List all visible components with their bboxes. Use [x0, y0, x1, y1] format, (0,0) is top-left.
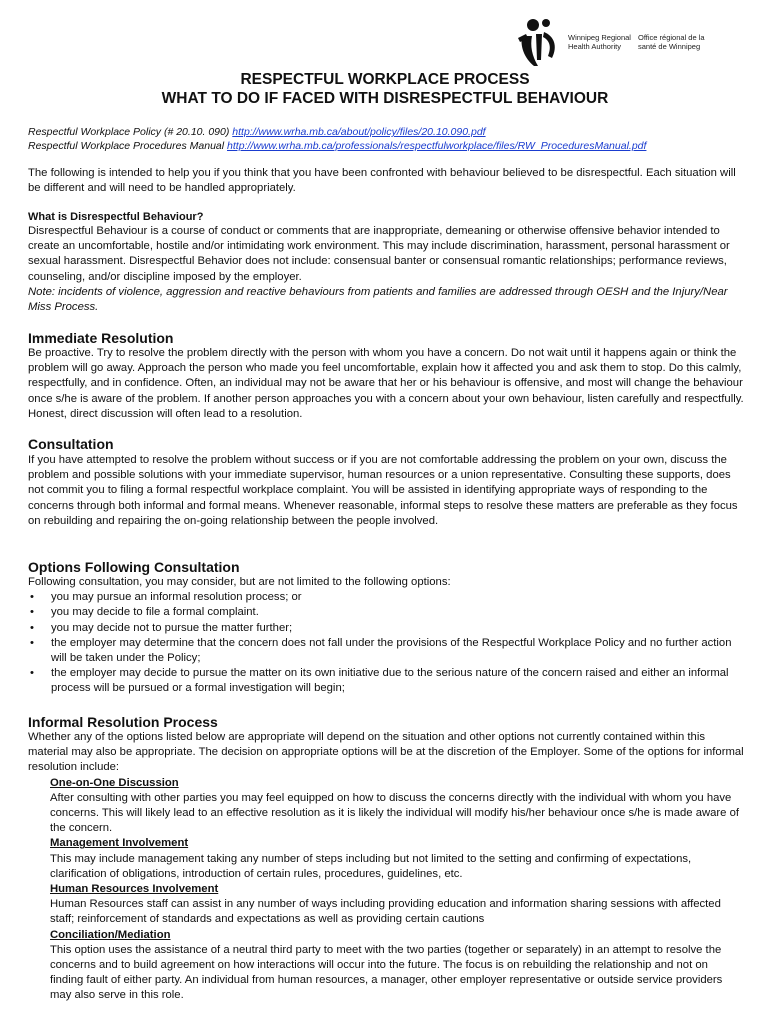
- informal-options: [50, 776, 744, 1004]
- sub-heading-management: Management Involvement: [50, 837, 189, 850]
- informal-heading: Informal Resolution Process: [28, 714, 218, 730]
- informal-lead: Whether any of the options listed below are appropriate will depend on the situation and other options not currently contained within this material may also be appropriate. The decision on appropriate options will be at the discretion of the Employer. Some of the options for informal resolution include:: [28, 731, 744, 774]
- options-list: [28, 590, 744, 696]
- reference-link[interactable]: http://www.wrha.mb.ca/professionals/respectfulworkplace/files/RW_ProceduresManual.pdf: [227, 140, 647, 152]
- what-is-section: [28, 224, 744, 315]
- bullet-icon: •: [30, 621, 34, 634]
- list-item: [28, 666, 744, 696]
- list-item-text: you may decide to file a formal complaint.: [51, 606, 259, 619]
- what-is-heading: What is Disrespectful Behaviour?: [28, 211, 204, 223]
- list-item: [28, 621, 744, 636]
- reference-policy: [28, 125, 748, 139]
- sub-heading-human-resources: Human Resources Involvement: [50, 883, 219, 896]
- informal-section: [28, 730, 744, 1004]
- immediate-heading: Immediate Resolution: [28, 330, 174, 346]
- sub-heading-one-on-one: One-on-One Discussion: [50, 776, 179, 789]
- reference-label: Respectful Workplace Policy (# 20.10. 090): [28, 126, 233, 138]
- logo-name-fr: Office régional de la santé de Winnipeg: [638, 33, 705, 51]
- bullet-icon: •: [30, 636, 34, 649]
- policy-references: [28, 125, 748, 153]
- immediate-body: Be proactive. Try to resolve the problem directly with the person with whom you have a concern. Do not wait until it happens again or think the problem will go away. Approach the person who made you feel uncomfortable, explain how it affected you and ask them to stop. Do this calmly, respectfully, and in confidence. Often, an individual may not be aware that her or his behaviour is offensive, and most will change the behaviour once s/he is aware of the problem. If another person approaches you with a concern about your own behaviour, listen carefully and respectfully. Honest, direct discussion will often lead to a resolution.: [28, 347, 744, 420]
- options-section: [28, 575, 744, 697]
- intro-paragraph: The following is intended to help you if you think that you have been confronted with behaviour believed to be disrespectful. Each situation will be different and will need to be handled appropriately.: [28, 167, 736, 195]
- sub-body-human-resources: Human Resources staff can assist in any number of ways including providing education and information sharing sessions with affected staff; reinforcement of standards and expectations as well as providing certain cautions: [50, 898, 721, 926]
- logo-name-en: Winnipeg Regional Health Authority: [568, 33, 631, 51]
- consultation-body: If you have attempted to resolve the problem without success or if you are not comfortable addressing the problem on your own, discuss the problem and possible solutions with your immediate supervisor, human resources or a union representative. Consulting these supports, does not commit you to filing a formal respectful workplace complaint. You will be assisted in identifying appropriate ways of responding to the concerns through both informal and formal means. Whenever reasonable, informal steps to resolve these matters are preferable as they focus on rebuilding and repairing the on-going relationship between the people involved.: [28, 454, 738, 527]
- reference-label: Respectful Workplace Procedures Manual: [28, 140, 228, 152]
- wrha-logo-icon: [516, 16, 562, 68]
- wrha-logo: [516, 16, 716, 66]
- list-item: [28, 636, 744, 666]
- list-item: [28, 605, 744, 620]
- bullet-icon: •: [30, 667, 34, 680]
- consultation-heading: Consultation: [28, 436, 114, 452]
- page-title: [0, 70, 770, 108]
- list-item-text: you may decide not to pursue the matter further;: [51, 621, 293, 634]
- bullet-icon: •: [30, 591, 34, 604]
- list-item: [28, 590, 744, 605]
- what-is-note: Note: incidents of violence, aggression and reactive behaviours from patients and families are addressed through OESH and the Injury/Near Miss Process.: [28, 285, 728, 314]
- bullet-icon: •: [30, 606, 34, 619]
- list-item-text: you may pursue an informal resolution process; or: [51, 591, 302, 604]
- sub-body-management: This may include management taking any number of steps including but not limited to the setting and confirming of expectations, clarification of obligations, introduction of certain rules, procedures, guidelines, etc.: [50, 852, 692, 880]
- list-item-text: the employer may decide to pursue the matter on its own initiative due to the serious nature of the concern raised and either an informal process will be pursued or a formal investigation will begin;: [51, 667, 729, 695]
- title-line-1: RESPECTFUL WORKPLACE PROCESS: [240, 71, 530, 88]
- reference-manual: [28, 139, 748, 153]
- sub-body-mediation: This option uses the assistance of a neutral third party to meet with the two parties (together or separately) in an attempt to resolve the concerns and to build agreement on how interactions will occur into the future. The focus is on rebuilding the relationship and not on finding fault of either party. An individual from human resources, a manager, other employer representative or outside service providers may also serve in this role.: [50, 943, 723, 1002]
- list-item-text: the employer may determine that the concern does not fall under the provisions of the Respectful Workplace Policy and no further action will be taken under the Policy;: [51, 636, 732, 665]
- title-line-2: WHAT TO DO IF FACED WITH DISRESPECTFUL BEHAVIOUR: [161, 90, 609, 107]
- sub-heading-mediation: Conciliation/Mediation: [50, 928, 171, 941]
- options-lead: Following consultation, you may consider, but are not limited to the following options:: [28, 576, 451, 588]
- options-heading: Options Following Consultation: [28, 559, 240, 575]
- sub-body-one-on-one: After consulting with other parties you may feel equipped on how to discuss the concerns directly with the individual with whom you have concerns. This will likely lead to an effective resolution as it is likely the individual will modify his/her behaviour once s/he is made aware of the concern.: [50, 791, 740, 835]
- what-is-body: Disrespectful Behaviour is a course of conduct or comments that are inappropriate, demeaning or otherwise offensive behavior intended to create an uncomfortable, hostile and/or intimidating work environment. This may include discrimination, harassment, personal harassment or sexual harassment. Disrespectful Behavior does not include: consensual banter or consensual romantic relationships; performance reviews, counseling, and/or discipline imposed by the employer.: [28, 225, 730, 283]
- reference-link[interactable]: http://www.wrha.mb.ca/about/policy/files/20.10.090.pdf: [232, 126, 486, 138]
